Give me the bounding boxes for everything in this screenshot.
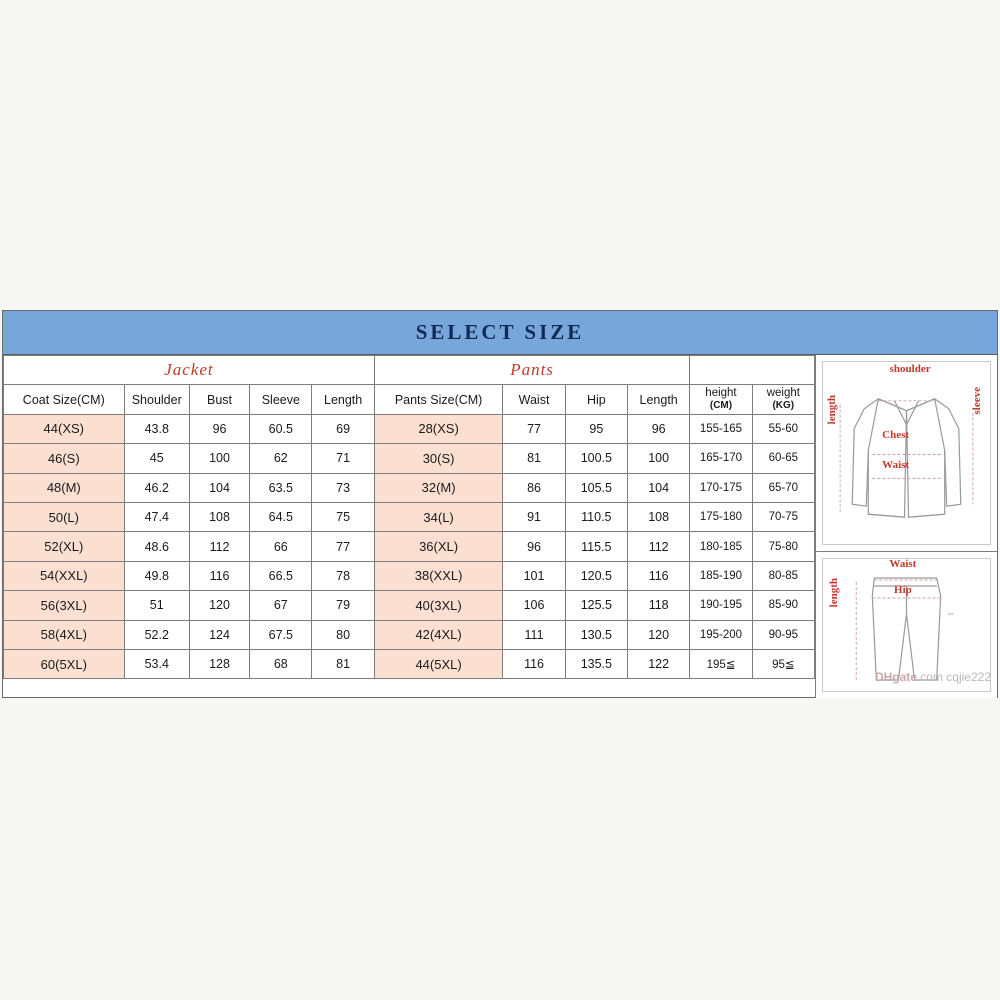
cell-coat-size: 48(M) (4, 473, 125, 502)
cell-shoulder: 46.2 (124, 473, 189, 502)
header-waist: Waist (503, 385, 565, 414)
cell-waist: 106 (503, 591, 565, 620)
jacket-diagram (816, 355, 997, 552)
page-title: SELECT SIZE (415, 320, 585, 344)
cell-hip: 95 (565, 414, 627, 443)
cell-sleeve: 67.5 (250, 620, 312, 649)
chart-body (3, 355, 997, 698)
cell-height: 195≦ (690, 649, 752, 678)
cell-pants-length: 118 (627, 591, 689, 620)
cell-weight: 75-80 (752, 532, 814, 561)
cell-waist: 77 (503, 414, 565, 443)
jacket-label-waist: Waist (882, 459, 910, 471)
measurement-tables (3, 355, 815, 698)
cell-sleeve: 66 (250, 532, 312, 561)
cell-sleeve: 67 (250, 591, 312, 620)
cell-coat-size: 54(XXL) (4, 561, 125, 590)
cell-pants-length: 100 (627, 444, 689, 473)
cell-pants-size: 40(3XL) (374, 591, 503, 620)
header-height-label: height (705, 387, 737, 400)
cell-weight: 95≦ (752, 649, 814, 678)
cell-weight: 55-60 (752, 414, 814, 443)
cell-bust: 108 (189, 502, 249, 531)
cell-bust: 96 (189, 414, 249, 443)
header-weight (752, 385, 814, 414)
cell-waist: 91 (503, 502, 565, 531)
cell-height: 195-200 (690, 620, 752, 649)
cell-sleeve: 64.5 (250, 502, 312, 531)
cell-shoulder: 53.4 (124, 649, 189, 678)
cell-sleeve: 62 (250, 444, 312, 473)
cell-pants-size: 28(XS) (374, 414, 503, 443)
cell-shoulder: 51 (124, 591, 189, 620)
table-row (4, 444, 815, 473)
cell-pants-length: 116 (627, 561, 689, 590)
pants-diagram (816, 552, 997, 698)
header-pants-size: Pants Size(CM) (374, 385, 503, 414)
table-row (4, 502, 815, 531)
header-height (690, 385, 752, 414)
table-row (4, 561, 815, 590)
table-row (4, 591, 815, 620)
cell-pants-size: 30(S) (374, 444, 503, 473)
cell-height: 180-185 (690, 532, 752, 561)
table-row (4, 532, 815, 561)
cell-sleeve: 60.5 (250, 414, 312, 443)
cell-coat-size: 60(5XL) (4, 649, 125, 678)
cell-jacket-length: 77 (312, 532, 374, 561)
cell-bust: 120 (189, 591, 249, 620)
cell-pants-size: 34(L) (374, 502, 503, 531)
jacket-label-chest: Chest (882, 429, 910, 441)
cell-waist: 111 (503, 620, 565, 649)
cell-waist: 96 (503, 532, 565, 561)
cell-pants-length: 96 (627, 414, 689, 443)
cell-hip: 125.5 (565, 591, 627, 620)
header-height-unit: (CM) (709, 400, 733, 412)
cell-shoulder: 47.4 (124, 502, 189, 531)
cell-jacket-length: 75 (312, 502, 374, 531)
cell-coat-size: 44(XS) (4, 414, 125, 443)
size-table (3, 355, 815, 679)
cell-jacket-length: 71 (312, 444, 374, 473)
cell-coat-size: 56(3XL) (4, 591, 125, 620)
cell-weight: 60-65 (752, 444, 814, 473)
group-label-blank (690, 356, 815, 385)
header-coat-size: Coat Size(CM) (4, 385, 125, 414)
jacket-label-shoulder: shoulder (889, 363, 931, 375)
cell-height: 175-180 (690, 502, 752, 531)
cell-coat-size: 58(4XL) (4, 620, 125, 649)
chart-title-bar (3, 311, 997, 355)
cell-hip: 110.5 (565, 502, 627, 531)
group-label-pants: Pants (374, 356, 690, 385)
cell-pants-length: 120 (627, 620, 689, 649)
cell-shoulder: 52.2 (124, 620, 189, 649)
cell-height: 170-175 (690, 473, 752, 502)
cell-bust: 128 (189, 649, 249, 678)
cell-coat-size: 46(S) (4, 444, 125, 473)
column-header-row (4, 385, 815, 414)
cell-shoulder: 48.6 (124, 532, 189, 561)
cell-height: 165-170 (690, 444, 752, 473)
cell-sleeve: 66.5 (250, 561, 312, 590)
jacket-label-sleeve: sleeve (971, 387, 983, 415)
cell-weight: 85-90 (752, 591, 814, 620)
header-sleeve: Sleeve (250, 385, 312, 414)
watermark-brand: DHgate (874, 670, 917, 684)
size-chart (2, 310, 998, 698)
cell-pants-size: 32(M) (374, 473, 503, 502)
header-hip: Hip (565, 385, 627, 414)
cell-sleeve: 63.5 (250, 473, 312, 502)
cell-pants-length: 104 (627, 473, 689, 502)
cell-pants-size: 44(5XL) (374, 649, 503, 678)
cell-hip: 120.5 (565, 561, 627, 590)
table-row (4, 414, 815, 443)
jacket-label-length: length (826, 395, 838, 425)
cell-weight: 90-95 (752, 620, 814, 649)
pants-label-hip: Hip (894, 584, 912, 596)
cell-shoulder: 43.8 (124, 414, 189, 443)
cell-bust: 100 (189, 444, 249, 473)
cell-pants-length: 108 (627, 502, 689, 531)
cell-hip: 100.5 (565, 444, 627, 473)
cell-waist: 86 (503, 473, 565, 502)
cell-hip: 105.5 (565, 473, 627, 502)
cell-jacket-length: 80 (312, 620, 374, 649)
cell-hip: 115.5 (565, 532, 627, 561)
figure-panel (815, 355, 997, 698)
cell-waist: 101 (503, 561, 565, 590)
header-weight-label: weight (766, 387, 800, 400)
cell-waist: 116 (503, 649, 565, 678)
cell-jacket-length: 69 (312, 414, 374, 443)
cell-bust: 112 (189, 532, 249, 561)
cell-pants-length: 122 (627, 649, 689, 678)
watermark-seller: .com cqjie222 (916, 670, 991, 684)
cell-bust: 116 (189, 561, 249, 590)
cell-jacket-length: 78 (312, 561, 374, 590)
cell-weight: 65-70 (752, 473, 814, 502)
cell-coat-size: 50(L) (4, 502, 125, 531)
jacket-illustration-icon (816, 355, 997, 551)
table-row (4, 649, 815, 678)
pants-label-note: ⇔ (946, 608, 955, 618)
cell-height: 155-165 (690, 414, 752, 443)
cell-waist: 81 (503, 444, 565, 473)
cell-pants-size: 38(XXL) (374, 561, 503, 590)
header-shoulder: Shoulder (124, 385, 189, 414)
header-weight-unit: (KG) (772, 400, 795, 412)
cell-jacket-length: 79 (312, 591, 374, 620)
cell-shoulder: 49.8 (124, 561, 189, 590)
cell-jacket-length: 81 (312, 649, 374, 678)
cell-pants-length: 112 (627, 532, 689, 561)
cell-pants-size: 42(4XL) (374, 620, 503, 649)
cell-weight: 80-85 (752, 561, 814, 590)
table-row (4, 620, 815, 649)
group-label-jacket: Jacket (4, 356, 375, 385)
header-jacket-length: Length (312, 385, 374, 414)
watermark (875, 670, 991, 684)
pants-label-length: length (828, 578, 840, 608)
header-bust: Bust (189, 385, 249, 414)
cell-sleeve: 68 (250, 649, 312, 678)
cell-hip: 135.5 (565, 649, 627, 678)
cell-jacket-length: 73 (312, 473, 374, 502)
cell-bust: 124 (189, 620, 249, 649)
group-header-row (4, 356, 815, 385)
cell-height: 190-195 (690, 591, 752, 620)
cell-pants-size: 36(XL) (374, 532, 503, 561)
cell-hip: 130.5 (565, 620, 627, 649)
header-pants-length: Length (627, 385, 689, 414)
pants-label-waist: Waist (889, 558, 917, 570)
cell-weight: 70-75 (752, 502, 814, 531)
cell-height: 185-190 (690, 561, 752, 590)
cell-shoulder: 45 (124, 444, 189, 473)
cell-coat-size: 52(XL) (4, 532, 125, 561)
cell-bust: 104 (189, 473, 249, 502)
table-row (4, 473, 815, 502)
